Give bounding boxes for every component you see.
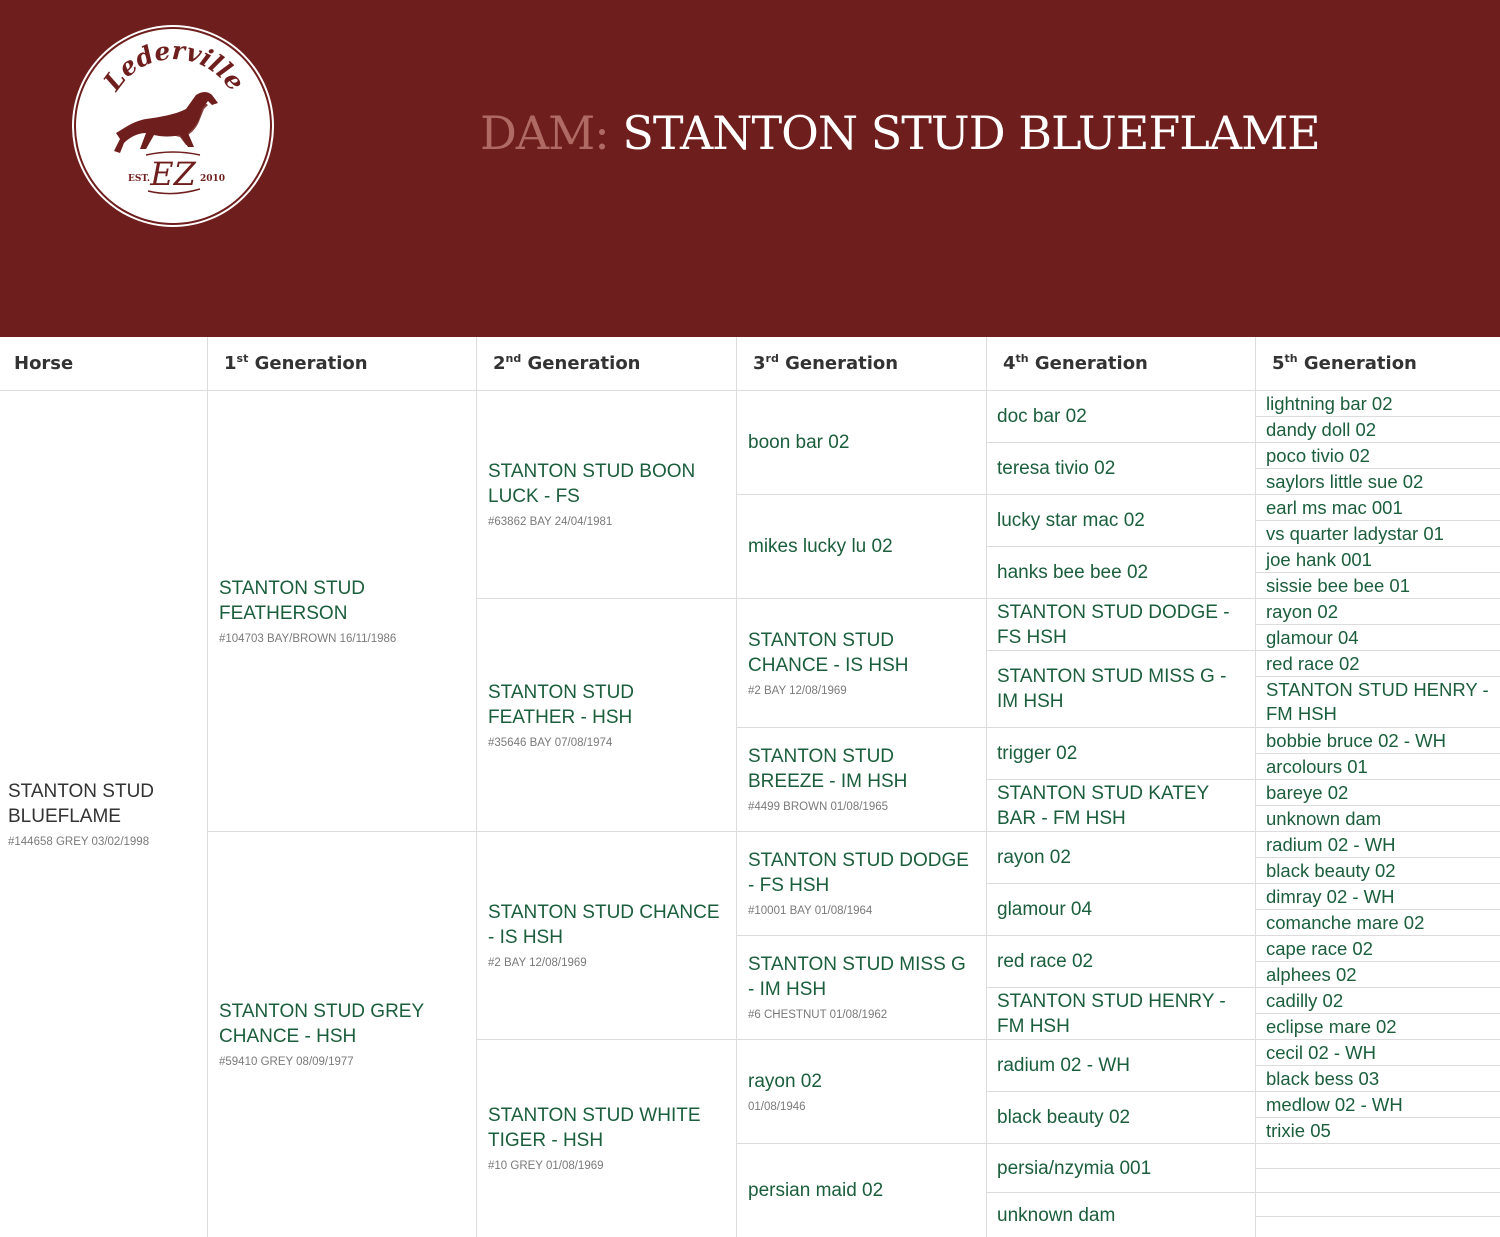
logo-est: EST.: [128, 174, 151, 184]
horse-name[interactable]: cadilly 02: [1266, 989, 1344, 1011]
horse-name[interactable]: dimray 02 - WH: [1266, 885, 1395, 907]
horse-name[interactable]: STANTON STUD WHITE TIGER - HSH: [488, 1105, 701, 1151]
pedigree-cell-gen4: [986, 495, 1255, 547]
horse-details: 01/08/1946: [748, 1100, 806, 1113]
horse-details: #4499 BROWN 01/08/1965: [748, 801, 889, 813]
horse-name[interactable]: bobbie bruce 02 - WH: [1266, 729, 1446, 751]
pedigree-cell-gen5-empty: [1255, 1217, 1500, 1237]
pedigree-cell-gen3: [736, 832, 986, 936]
pedigree-cell-gen4: [986, 1092, 1255, 1144]
horse-name[interactable]: STANTON STUD BOON LUCK - FS: [488, 461, 696, 507]
horse-name[interactable]: STANTON STUD DODGE - FS HSH: [748, 850, 969, 896]
column-header-label: Horse: [14, 353, 74, 374]
pedigree-cell-gen4: [986, 780, 1255, 832]
column-header-number: 5: [1272, 353, 1285, 374]
horse-name[interactable]: STANTON STUD BREEZE - IM HSH: [748, 746, 908, 792]
horse-name[interactable]: glamour 04: [1266, 626, 1359, 648]
horse-name[interactable]: rayon 02: [748, 1070, 822, 1092]
horse-name[interactable]: lucky star mac 02: [997, 510, 1145, 531]
title-horse-name: STANTON STUD BLUEFLAME: [622, 106, 1320, 160]
horse-name[interactable]: arcolours 01: [1266, 755, 1368, 777]
horse-name[interactable]: red race 02: [1266, 652, 1360, 674]
horse-name[interactable]: black bess 03: [1266, 1067, 1380, 1089]
column-header-ordinal: st: [236, 352, 249, 365]
column-header-number: 4: [1003, 353, 1016, 374]
pedigree-cell-gen4: [986, 728, 1255, 780]
pedigree-cell-gen2: [476, 599, 736, 832]
horse-details: #144658 GREY 03/02/1998: [8, 835, 150, 848]
title-prefix: DAM:: [480, 106, 609, 160]
pedigree-cell-gen5: [1255, 391, 1500, 417]
pedigree-cell-gen5: [1255, 1066, 1500, 1092]
column-header-number: 1: [224, 353, 237, 374]
pedigree-cell-gen5: [1255, 599, 1500, 625]
horse-name[interactable]: STANTON STUD MISS G - IM HSH: [997, 666, 1227, 712]
logo-year: 2010: [200, 174, 226, 184]
horse-name[interactable]: trixie 05: [1266, 1119, 1331, 1141]
column-header-ordinal: th: [1015, 352, 1029, 365]
horse-name[interactable]: boon bar 02: [748, 432, 850, 453]
horse-name[interactable]: hanks bee bee 02: [997, 562, 1149, 583]
pedigree-cell-gen5: [1255, 1118, 1500, 1144]
horse-name[interactable]: glamour 04: [997, 899, 1093, 920]
column-header-label: Generation: [1028, 353, 1148, 374]
pedigree-cell-gen5: [1255, 780, 1500, 806]
horse-name[interactable]: unknown dam: [1266, 807, 1382, 829]
pedigree-cell-gen5: [1255, 677, 1500, 728]
horse-name[interactable]: dandy doll 02: [1266, 418, 1377, 440]
pedigree-cell-gen5: [1255, 910, 1500, 936]
pedigree-cell-gen1: [207, 832, 476, 1237]
horse-name[interactable]: STANTON STUD KATEY BAR - FM HSH: [997, 782, 1209, 829]
pedigree-cell-gen5: [1255, 469, 1500, 495]
column-header-gen5: [1255, 337, 1500, 391]
header-banner: [0, 0, 1500, 337]
horse-details: #10001 BAY 01/08/1964: [748, 905, 873, 917]
horse-name[interactable]: lightning bar 02: [1266, 392, 1393, 414]
horse-name[interactable]: STANTON STUD FEATHERSON: [219, 577, 366, 624]
pedigree-cell-gen5: [1255, 884, 1500, 910]
horse-details: #59410 GREY 08/09/1977: [219, 1056, 354, 1068]
pedigree-cell-gen2: [476, 1040, 736, 1237]
pedigree-cell-gen5: [1255, 495, 1500, 521]
horse-details: #104703 BAY/BROWN 16/11/1986: [219, 632, 397, 645]
pedigree-cell-gen2: [476, 832, 736, 1040]
horse-name[interactable]: red race 02: [997, 951, 1094, 972]
pedigree-cell-gen4: [986, 832, 1255, 884]
logo-wordmark: Lederville: [97, 35, 251, 96]
column-header-gen4: [986, 337, 1255, 391]
horse-name[interactable]: STANTON STUD HENRY - FM HSH: [997, 990, 1226, 1037]
column-header-label: Generation: [521, 353, 641, 374]
pedigree-cell-gen2: [476, 391, 736, 599]
horse-name[interactable]: STANTON STUD CHANCE - IS HSH: [488, 902, 720, 948]
pedigree-cell-gen5: [1255, 1092, 1500, 1118]
pedigree-cell-gen3: [736, 1144, 986, 1237]
horse-name[interactable]: cape race 02: [1266, 937, 1373, 959]
horse-name[interactable]: medlow 02 - WH: [1266, 1093, 1403, 1115]
column-header-label: Generation: [248, 353, 368, 374]
pedigree-cell-gen4: [986, 1193, 1255, 1237]
pedigree-cell-gen4: [986, 391, 1255, 443]
horse-name[interactable]: STANTON STUD CHANCE - IS HSH: [748, 629, 909, 676]
column-header-ordinal: rd: [765, 352, 779, 365]
pedigree-cell-gen5-empty: [1255, 1144, 1500, 1169]
page-title: [480, 106, 1380, 160]
pedigree-cell-gen4: [986, 884, 1255, 936]
horse-name[interactable]: eclipse mare 02: [1266, 1015, 1397, 1037]
column-header-gen3: [736, 337, 986, 391]
horse-name[interactable]: persia/nzymia 001: [997, 1157, 1152, 1179]
horse-name[interactable]: earl ms mac 001: [1266, 496, 1403, 518]
pedigree-cell-gen3: [736, 1040, 986, 1144]
pedigree-cell-gen5: [1255, 651, 1500, 677]
horse-details: #2 BAY 12/08/1969: [488, 957, 587, 969]
pedigree-cell-gen1: [207, 391, 476, 832]
pedigree-cell-gen5: [1255, 728, 1500, 754]
svg-text:Lederville: [97, 36, 250, 97]
horse-name[interactable]: black beauty 02: [1266, 859, 1396, 881]
generation-header-row: [0, 337, 1500, 391]
pedigree-cell-gen4: [986, 988, 1255, 1040]
horse-name[interactable]: STANTON STUD MISS G - IM HSH: [748, 954, 966, 1000]
horse-name[interactable]: STANTON STUD FEATHER - HSH: [488, 681, 635, 728]
pedigree-cell-gen5: [1255, 858, 1500, 884]
horse-name[interactable]: rayon 02: [1266, 600, 1338, 622]
horse-name[interactable]: cecil 02 - WH: [1266, 1041, 1376, 1063]
horse-name[interactable]: joe hank 001: [1266, 548, 1372, 570]
column-header-horse: [0, 337, 207, 391]
pedigree-cell-gen5: [1255, 806, 1500, 832]
pedigree-cell-gen4: [986, 547, 1255, 599]
horse-name[interactable]: poco tivio 02: [1266, 444, 1370, 466]
pedigree-cell-gen4: [986, 1144, 1255, 1193]
pedigree-cell-gen3: [736, 495, 986, 599]
pedigree-cell-gen5: [1255, 573, 1500, 599]
pedigree-cell-gen5: [1255, 988, 1500, 1014]
horse-name[interactable]: STANTON STUD GREY CHANCE - HSH: [219, 1001, 424, 1047]
horse-details: #2 BAY 12/08/1969: [748, 684, 847, 697]
pedigree-cell-gen4: [986, 651, 1255, 728]
horse-name[interactable]: vs quarter ladystar 01: [1266, 522, 1444, 544]
pedigree-cell-gen5: [1255, 1014, 1500, 1040]
horse-details: #6 CHESTNUT 01/08/1962: [748, 1009, 888, 1021]
horse-name[interactable]: teresa tivio 02: [997, 458, 1116, 479]
horse-name[interactable]: sissie bee bee 01: [1266, 574, 1410, 596]
column-header-ordinal: nd: [505, 352, 522, 365]
column-header-number: 2: [493, 353, 506, 374]
pedigree-cell-gen5: [1255, 832, 1500, 858]
horse-name[interactable]: unknown dam: [997, 1204, 1116, 1226]
column-header-number: 3: [753, 353, 766, 374]
horse-name[interactable]: STANTON STUD HENRY - FM HSH: [1266, 679, 1489, 724]
horse-name[interactable]: mikes lucky lu 02: [748, 536, 893, 557]
pedigree-cell-gen5: [1255, 1040, 1500, 1066]
column-header-label: Generation: [1297, 353, 1417, 374]
horse-name[interactable]: bareye 02: [1266, 781, 1349, 803]
column-header-gen2: [476, 337, 736, 391]
horse-name[interactable]: comanche mare 02: [1266, 911, 1425, 933]
horse-icon: [114, 92, 218, 153]
pedigree-cell-gen5: [1255, 754, 1500, 780]
lederville-logo: [76, 29, 270, 223]
horse-name[interactable]: rayon 02: [997, 847, 1071, 868]
pedigree-cell-gen5: [1255, 521, 1500, 547]
pedigree-cell-gen5: [1255, 547, 1500, 573]
horse-name[interactable]: alphees 02: [1266, 963, 1357, 985]
pedigree-cell-gen5: [1255, 962, 1500, 988]
pedigree-cell-gen3: [736, 936, 986, 1040]
column-header-gen1: [207, 337, 476, 391]
pedigree-cell-gen5-empty: [1255, 1193, 1500, 1217]
horse-details: #63862 BAY 24/04/1981: [488, 516, 613, 528]
horse-name[interactable]: saylors little sue 02: [1266, 470, 1424, 492]
horse-details: #10 GREY 01/08/1969: [488, 1160, 604, 1172]
pedigree-cell-gen5: [1255, 625, 1500, 651]
column-header-ordinal: th: [1284, 352, 1298, 365]
pedigree-cell-gen4: [986, 443, 1255, 495]
pedigree-cell-gen5: [1255, 417, 1500, 443]
horse-details: #35646 BAY 07/08/1974: [488, 736, 613, 749]
column-header-label: Generation: [778, 353, 899, 374]
pedigree-cell-gen4: [986, 1040, 1255, 1092]
logo-monogram: EZ: [150, 155, 196, 193]
pedigree-cell-gen3: [736, 728, 986, 832]
horse-name[interactable]: radium 02 - WH: [997, 1055, 1131, 1076]
pedigree-cell-gen5: [1255, 443, 1500, 469]
horse-name[interactable]: trigger 02: [997, 743, 1078, 764]
horse-name[interactable]: black beauty 02: [997, 1107, 1131, 1128]
pedigree-cell-horse: [0, 391, 207, 1237]
pedigree-cell-gen5: [1255, 936, 1500, 962]
horse-name[interactable]: radium 02 - WH: [1266, 833, 1396, 855]
pedigree-cell-gen3: [736, 391, 986, 495]
horse-name[interactable]: persian maid 02: [748, 1180, 884, 1201]
horse-name[interactable]: STANTON STUD BLUEFLAME: [8, 780, 155, 827]
pedigree-cell-gen5-empty: [1255, 1169, 1500, 1193]
horse-name[interactable]: doc bar 02: [997, 406, 1087, 427]
pedigree-cell-gen4: [986, 599, 1255, 651]
pedigree-cell-gen3: [736, 599, 986, 728]
horse-name[interactable]: STANTON STUD DODGE - FS HSH: [997, 601, 1230, 648]
pedigree-cell-gen4: [986, 936, 1255, 988]
